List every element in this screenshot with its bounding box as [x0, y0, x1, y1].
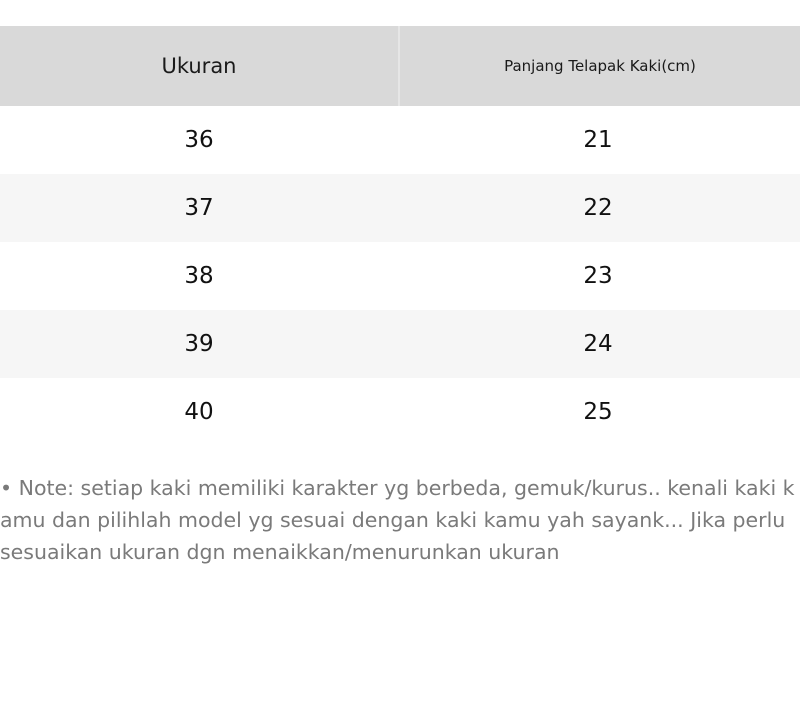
- header-ukuran: Ukuran: [0, 26, 400, 106]
- cell-ukuran: 37: [184, 195, 214, 221]
- cell-panjang: 25: [583, 399, 613, 425]
- cell-panjang: 23: [583, 263, 613, 289]
- cell-panjang: 21: [583, 127, 613, 153]
- table-header-row: [0, 26, 800, 106]
- table-row: [0, 106, 800, 174]
- cell-ukuran: 38: [184, 263, 214, 289]
- table-row: [0, 174, 800, 242]
- cell-panjang: 24: [583, 331, 613, 357]
- table-row: [0, 310, 800, 378]
- cell-panjang: 22: [583, 195, 613, 221]
- table-row: [0, 378, 800, 446]
- size-note-text: • Note: setiap kaki memiliki karakter yg berbeda, gemuk/kurus.. kenali kaki kamu dan pilihlah model yg sesuai dengan kaki kamu yah sayank... Jika perlu sesuaikan ukuran dgn menaikkan/menurunkan ukuran: [0, 476, 795, 564]
- table-row: [0, 242, 800, 310]
- header-panjang-telapak-kaki: Panjang Telapak Kaki(cm): [504, 57, 696, 75]
- cell-ukuran: 40: [184, 399, 214, 425]
- cell-ukuran: 36: [184, 127, 214, 153]
- size-chart-table: [0, 26, 800, 446]
- cell-ukuran: 39: [184, 331, 214, 357]
